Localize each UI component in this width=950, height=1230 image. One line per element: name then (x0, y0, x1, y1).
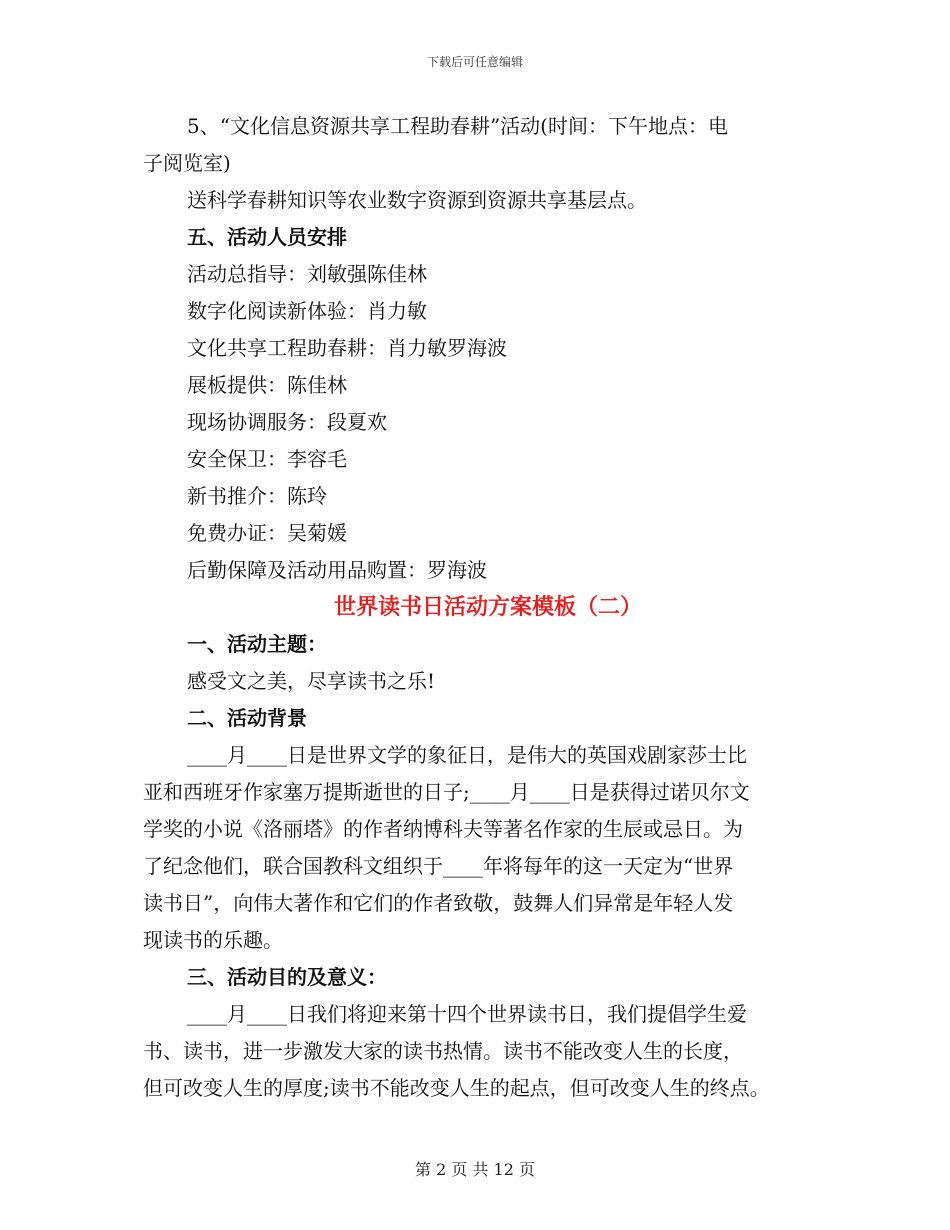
staff-line: 文化共享工程助春耕：肖力敏罗海波 (187, 336, 507, 360)
staff-line: 新书推介：陈玲 (187, 484, 327, 508)
staff-line: 数字化阅读新体验：肖力敏 (187, 299, 427, 323)
section-title: 世界读书日活动方案模板（二） (333, 594, 642, 620)
staff-line: 展板提供：陈佳林 (187, 373, 347, 397)
s2-line: ____月____日是世界文学的象征日，是伟大的英国戏剧家莎士比 (187, 743, 747, 767)
s2-line: 读书日”，向伟大著作和它们的作者致敬，鼓舞人们异常是年轻人发 (143, 891, 734, 915)
item5-desc: 送科学春耕知识等农业数字资源到资源共享基层点。 (187, 188, 647, 212)
s3-line: 但可改变人生的厚度;读书不能改变人生的起点，但可改变人生的终点。 (143, 1076, 770, 1100)
staff-line: 安全保卫：李容毛 (187, 447, 347, 471)
staff-line: 活动总指导：刘敏强陈佳林 (187, 262, 427, 286)
s2-line: 了纪念他们，联合国教科文组织于____年将每年的这一天定为“世界 (143, 854, 734, 878)
page-header: 下载后可任意编辑 (426, 55, 523, 69)
item5-line1: 5、“文化信息资源共享工程助春耕”活动(时间：下午地点：电 (187, 114, 728, 138)
s2-line: 亚和西班牙作家塞万提斯逝世的日子;____月____日是获得过诺贝尔文 (143, 780, 750, 804)
document-body (143, 108, 833, 1107)
s2-heading: 二、活动背景 (187, 706, 307, 730)
s1-text: 感受文之美，尽享读书之乐! (187, 669, 436, 693)
s2-line: 学奖的小说《洛丽塔》的作者纳博科夫等著名作家的生辰或忌日。为 (143, 817, 743, 841)
staff-line: 免费办证：吴菊媛 (187, 521, 347, 545)
s1-heading: 一、活动主题： (187, 632, 327, 656)
s3-line: 书、读书，进一步激发大家的读书热情。读书不能改变人生的长度， (143, 1039, 743, 1063)
staff-line: 现场协调服务：段夏欢 (187, 410, 387, 434)
s3-heading: 三、活动目的及意义： (187, 965, 387, 989)
item5-line2: 子阅览室) (143, 151, 231, 175)
section5-heading: 五、活动人员安排 (187, 225, 347, 249)
s3-line: ____月____日我们将迎来第十四个世界读书日，我们提倡学生爱 (187, 1002, 747, 1026)
page-footer: 第 2 页 共 12 页 (415, 1160, 535, 1179)
staff-line: 后勤保障及活动用品购置：罗海波 (187, 558, 487, 582)
s2-line: 现读书的乐趣。 (143, 928, 283, 952)
